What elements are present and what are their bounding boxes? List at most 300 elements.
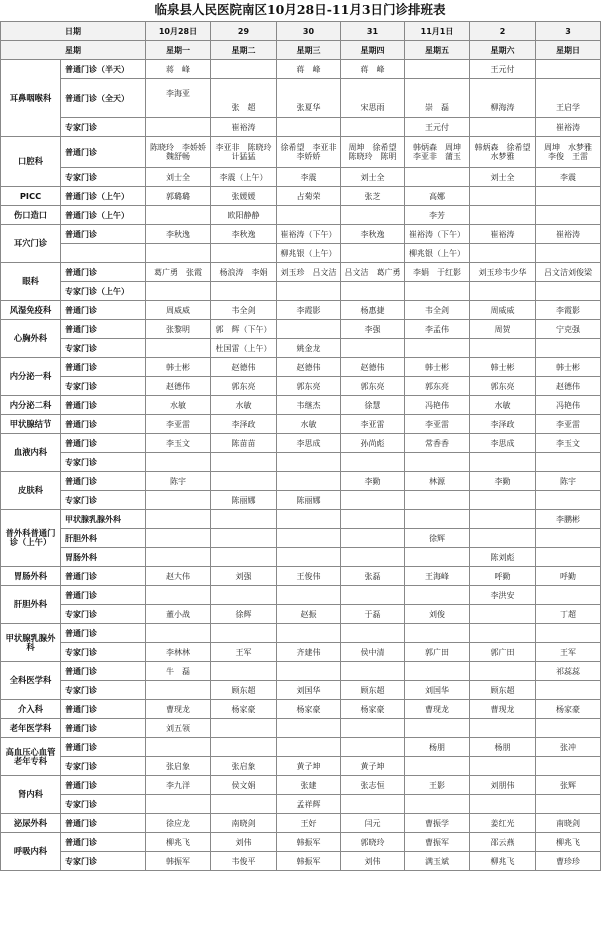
schedule-cell [211,548,277,567]
schedule-cell: 李泽政 [211,415,277,434]
schedule-cell: 王元付 [470,60,536,79]
schedule-cell: 陈丽娜 [277,491,341,510]
schedule-cell: 韩炳森 周坤 李亚非 蒲玉 [405,137,470,168]
schedule-cell [341,339,405,358]
schedule-cell: 姜红光 [470,814,536,833]
clinic-type: 专家门诊 [61,377,146,396]
schedule-cell: 韩振军 [277,852,341,871]
date-cell: 11月1日 [405,22,470,41]
date-cell: 2 [470,22,536,41]
schedule-cell [211,586,277,605]
department-label: 眼科 [1,263,61,301]
schedule-cell [211,738,277,757]
schedule-cell: 欧阳静静 [211,206,277,225]
schedule-cell [470,244,536,263]
weekday-cell: 星期四 [341,41,405,60]
schedule-cell: 张黎明 [146,320,211,339]
schedule-cell: 李强 [341,320,405,339]
schedule-cell: 杨朋 [470,738,536,757]
department-label: 风湿免疫科 [1,301,61,320]
schedule-cell: 宁克强 [536,320,601,339]
schedule-cell [405,586,470,605]
clinic-type: 普通门诊 [61,472,146,491]
department-label: 普外科普通门诊（上午） [1,510,61,567]
schedule-cell: 水敏 [146,396,211,415]
table-row [1,852,601,871]
schedule-cell [536,548,601,567]
schedule-cell [405,453,470,472]
table-row [1,795,601,814]
schedule-cell: 宋思雨 [341,79,405,118]
schedule-cell [405,548,470,567]
schedule-cell: 李秋逸 [341,225,405,244]
table-row [1,738,601,757]
schedule-cell [405,168,470,187]
department-label: 耳穴门诊 [1,225,61,263]
schedule-cell: 李海亚 [146,79,211,118]
schedule-cell: 赵德伟 [211,358,277,377]
schedule-cell [146,491,211,510]
schedule-cell: 刘伟 [341,852,405,871]
schedule-cell: 赵德伟 [146,377,211,396]
date-cell: 3 [536,22,601,41]
schedule-cell: 张建 [277,776,341,795]
schedule-cell: 杜国雷（上午） [211,339,277,358]
schedule-cell [470,624,536,643]
department-label: 高血压心血管老年专科 [1,738,61,776]
schedule-cell [277,282,341,301]
schedule-cell: 李勤 [341,472,405,491]
schedule-cell: 李霞影 [536,301,601,320]
schedule-cell [470,795,536,814]
schedule-cell: 陈宇 [146,472,211,491]
schedule-cell [277,510,341,529]
schedule-cell [405,624,470,643]
schedule-cell [146,624,211,643]
schedule-cell [470,605,536,624]
schedule-cell: 刘士全 [341,168,405,187]
schedule-cell [211,795,277,814]
schedule-cell [470,453,536,472]
schedule-cell: 李玉文 [536,434,601,453]
schedule-cell: 崔裕涛 [536,118,601,137]
department-label: PICC [1,187,61,206]
clinic-type: 专家门诊 [61,681,146,700]
schedule-cell [211,472,277,491]
department-label: 耳鼻咽喉科 [1,60,61,137]
schedule-cell: 王好 [277,814,341,833]
schedule-cell [277,453,341,472]
schedule-cell [341,491,405,510]
schedule-cell: 崔裕涛 [536,225,601,244]
schedule-cell: 李鹏彬 [536,510,601,529]
schedule-cell [405,719,470,738]
clinic-type: 普通门诊 [61,396,146,415]
schedule-cell: 冯艳伟 [536,396,601,415]
clinic-type: 普通门诊 [61,624,146,643]
schedule-cell [470,719,536,738]
schedule-cell: 张芝 [341,187,405,206]
schedule-cell [146,795,211,814]
schedule-cell: 葛广勇 张霞 [146,263,211,282]
department-label: 泌尿外科 [1,814,61,833]
schedule-cell: 刘朋伟 [470,776,536,795]
schedule-cell: 张磊 [341,567,405,586]
schedule-cell: 刘俊 [405,605,470,624]
schedule-cell: 李亚雷 [341,415,405,434]
schedule-cell: 孟祥辉 [277,795,341,814]
schedule-cell: 常香香 [405,434,470,453]
schedule-cell: 赵德伟 [341,358,405,377]
schedule-cell: 呼勤 [470,567,536,586]
table-row [1,757,601,776]
schedule-cell: 李震 [277,168,341,187]
schedule-cell: 赵德伟 [277,358,341,377]
schedule-cell [277,662,341,681]
schedule-cell: 郭东亮 [277,377,341,396]
schedule-cell: 陈晓玲 李娇娇 魏舒畅 [146,137,211,168]
table-row [1,244,601,263]
schedule-cell [536,491,601,510]
schedule-cell [277,738,341,757]
schedule-cell: 李亚雷 [146,415,211,434]
schedule-cell [146,548,211,567]
schedule-cell: 李林林 [146,643,211,662]
schedule-cell [277,206,341,225]
schedule-cell: 李芳 [405,206,470,225]
schedule-cell [536,624,601,643]
table-row [1,491,601,510]
schedule-cell: 黄子坤 [277,757,341,776]
schedule-cell [536,206,601,225]
schedule-cell: 李震（上午） [211,168,277,187]
department-label: 甲状腺结节 [1,415,61,434]
schedule-cell: 吕文洁 葛广勇 [341,263,405,282]
schedule-cell: 杨朋 [405,738,470,757]
table-row [1,776,601,795]
schedule-cell [341,719,405,738]
schedule-cell: 闫元 [341,814,405,833]
clinic-type: 普通门诊 [61,776,146,795]
schedule-cell: 张志恒 [341,776,405,795]
schedule-cell [211,529,277,548]
schedule-cell: 崔裕涛（下午） [277,225,341,244]
weekday-cell: 星期二 [211,41,277,60]
table-row [1,339,601,358]
schedule-cell: 满玉斌 [405,852,470,871]
schedule-cell: 杨浪涛 李娟 [211,263,277,282]
schedule-cell [536,282,601,301]
schedule-cell: 李亚非 陈晓玲 计猛猛 [211,137,277,168]
schedule-cell: 李洪安 [470,586,536,605]
clinic-type: 普通门诊（全天） [61,79,146,118]
schedule-cell: 李亚雷 [405,415,470,434]
schedule-cell: 韩士彬 [146,358,211,377]
weekday-cell: 星期五 [405,41,470,60]
clinic-type: 专家门诊 [61,168,146,187]
schedule-cell: 刘玉珍 吕文洁 [277,263,341,282]
table-row [1,624,601,643]
schedule-cell [536,60,601,79]
schedule-cell [470,491,536,510]
clinic-type: 普通门诊 [61,719,146,738]
schedule-cell: 刘强 [211,567,277,586]
schedule-cell [211,510,277,529]
schedule-cell: 王海峰 [405,567,470,586]
table-row [1,415,601,434]
schedule-cell: 吕文洁刘俊梁 [536,263,601,282]
schedule-cell: 郭东亮 [405,377,470,396]
table-row [1,529,601,548]
schedule-cell: 韦俊平 [211,852,277,871]
schedule-cell: 张启象 [211,757,277,776]
schedule-cell: 林源 [405,472,470,491]
schedule-cell: 于磊 [341,605,405,624]
schedule-cell: 周威威 [470,301,536,320]
department-label: 肝胆外科 [1,586,61,624]
schedule-cell [405,757,470,776]
schedule-cell: 王军 [211,643,277,662]
schedule-cell: 李九洋 [146,776,211,795]
schedule-cell [341,662,405,681]
clinic-type: 专家门诊 [61,795,146,814]
department-label: 内分泌二科 [1,396,61,415]
clinic-type: 专家门诊 [61,339,146,358]
schedule-cell [277,472,341,491]
schedule-cell [536,586,601,605]
date-cell: 10月28日 [146,22,211,41]
clinic-type: 甲状腺乳腺外科 [61,510,146,529]
table-row [1,282,601,301]
schedule-cell [405,339,470,358]
schedule-cell: 杨家豪 [277,700,341,719]
clinic-type: 普通门诊 [61,662,146,681]
schedule-cell [146,529,211,548]
department-label: 心胸外科 [1,320,61,358]
schedule-cell [277,624,341,643]
clinic-type: 普通门诊 [61,833,146,852]
table-row [1,472,601,491]
department-label: 口腔科 [1,137,61,187]
schedule-cell: 丁超 [536,605,601,624]
schedule-cell [146,510,211,529]
schedule-cell: 柳海涛 [470,79,536,118]
schedule-cell: 徐应龙 [146,814,211,833]
schedule-cell: 韦全剑 [211,301,277,320]
table-row [1,700,601,719]
schedule-cell: 李秋逸 [146,225,211,244]
schedule-cell: 冯艳伟 [405,396,470,415]
table-row [1,301,601,320]
schedule-cell [536,681,601,700]
clinic-type: 普通门诊 [61,434,146,453]
schedule-cell: 张 超 [211,79,277,118]
schedule-cell: 刘国华 [405,681,470,700]
table-row [1,434,601,453]
table-row [1,79,601,118]
schedule-cell: 崇 磊 [405,79,470,118]
schedule-cell [341,529,405,548]
schedule-cell [470,187,536,206]
schedule-cell: 陈苗苗 [211,434,277,453]
schedule-cell [405,510,470,529]
schedule-cell [536,453,601,472]
schedule-cell: 刘伟 [211,833,277,852]
table-row [1,320,601,339]
weekday-cell: 星期日 [536,41,601,60]
schedule-cell [146,586,211,605]
table-row [1,548,601,567]
schedule-cell: 李秋逸 [211,225,277,244]
table-row [1,358,601,377]
schedule-cell: 王启学 [536,79,601,118]
schedule-cell: 占菊荣 [277,187,341,206]
schedule-cell: 刘国华 [277,681,341,700]
date-header-row [1,22,601,41]
schedule-cell: 陈宇 [536,472,601,491]
department-label: 胃肠外科 [1,567,61,586]
schedule-cell: 董小战 [146,605,211,624]
schedule-cell [277,548,341,567]
weekday-cell: 星期一 [146,41,211,60]
schedule-cell [146,282,211,301]
schedule-cell: 曹现龙 [405,700,470,719]
clinic-type: 胃肠外科 [61,548,146,567]
clinic-type: 普通门诊 [61,225,146,244]
department-label: 伤口造口 [1,206,61,225]
schedule-cell [146,681,211,700]
schedule-cell [341,586,405,605]
schedule-cell: 高娜 [405,187,470,206]
schedule-cell: 崔裕涛 [470,225,536,244]
department-label: 呼吸内科 [1,833,61,871]
schedule-cell: 韩士彬 [536,358,601,377]
schedule-cell [405,60,470,79]
schedule-cell: 韩炳森 徐希望 水梦雅 [470,137,536,168]
table-row [1,377,601,396]
schedule-cell [405,662,470,681]
date-label: 日期 [1,22,146,41]
schedule-cell [211,60,277,79]
schedule-cell [536,339,601,358]
schedule-cell: 赵大伟 [146,567,211,586]
schedule-cell: 蒋 峰 [341,60,405,79]
schedule-cell [146,738,211,757]
table-row [1,662,601,681]
table-row [1,225,601,244]
weekday-cell: 星期三 [277,41,341,60]
clinic-type: 普通门诊 [61,320,146,339]
schedule-cell [470,118,536,137]
schedule-cell [146,453,211,472]
schedule-cell: 郭东亮 [341,377,405,396]
schedule-cell [470,757,536,776]
schedule-cell [277,529,341,548]
schedule-cell [470,282,536,301]
clinic-type: 普通门诊 [61,137,146,168]
clinic-type: 专家门诊 [61,757,146,776]
schedule-cell [536,529,601,548]
date-cell: 30 [277,22,341,41]
department-label: 血液内科 [1,434,61,472]
schedule-body [1,22,601,871]
schedule-cell: 徐辉 [405,529,470,548]
weekday-header-row [1,41,601,60]
schedule-cell: 李玉文 [146,434,211,453]
schedule-cell: 郭 辉（下午） [211,320,277,339]
department-label: 全科医学科 [1,662,61,700]
schedule-cell [536,719,601,738]
schedule-cell: 齐建伟 [277,643,341,662]
table-row [1,263,601,282]
schedule-cell: 韦全剑 [405,301,470,320]
schedule-cell [405,282,470,301]
schedule-cell [405,491,470,510]
schedule-cell: 祁蕊蕊 [536,662,601,681]
department-label: 甲状腺乳腺外科 [1,624,61,662]
clinic-type: 普通门诊 [61,301,146,320]
clinic-type: 专家门诊 [61,453,146,472]
clinic-type: 专家门诊（上午） [61,282,146,301]
schedule-cell [470,529,536,548]
schedule-cell [341,244,405,263]
schedule-cell: 顾东超 [211,681,277,700]
table-row [1,168,601,187]
schedule-cell: 王俊伟 [277,567,341,586]
schedule-cell: 柳兆飞 [470,852,536,871]
schedule-cell: 姚金龙 [277,339,341,358]
schedule-cell: 徐辉 [211,605,277,624]
schedule-cell: 郭广田 [405,643,470,662]
schedule-cell [277,586,341,605]
schedule-cell: 郭广田 [470,643,536,662]
schedule-cell: 张夏华 [277,79,341,118]
table-row [1,833,601,852]
schedule-cell: 李亚雷 [536,415,601,434]
table-row [1,643,601,662]
clinic-type [61,244,146,263]
schedule-cell [341,738,405,757]
schedule-cell [146,206,211,225]
table-row [1,396,601,415]
schedule-cell: 杨家豪 [341,700,405,719]
schedule-cell: 侯中清 [341,643,405,662]
schedule-cell: 王军 [536,643,601,662]
schedule-cell: 李泽政 [470,415,536,434]
weekday-cell: 星期六 [470,41,536,60]
schedule-cell: 水敏 [470,396,536,415]
schedule-cell: 张媛媛 [211,187,277,206]
schedule-cell: 曹现龙 [146,700,211,719]
clinic-type: 普通门诊 [61,738,146,757]
schedule-cell: 顾东超 [341,681,405,700]
schedule-cell: 李娟 于红影 [405,263,470,282]
schedule-cell [146,118,211,137]
schedule-cell [341,206,405,225]
schedule-cell [341,795,405,814]
schedule-cell: 王元付 [405,118,470,137]
schedule-cell [536,795,601,814]
date-cell: 29 [211,22,277,41]
schedule-cell: 李勤 [470,472,536,491]
schedule-cell: 柳兆银（上午） [277,244,341,263]
clinic-type: 普通门诊 [61,415,146,434]
weekday-label: 星期 [1,41,146,60]
table-row [1,586,601,605]
schedule-cell: 张辉 [536,776,601,795]
schedule-cell: 刘五领 [146,719,211,738]
schedule-cell [341,510,405,529]
